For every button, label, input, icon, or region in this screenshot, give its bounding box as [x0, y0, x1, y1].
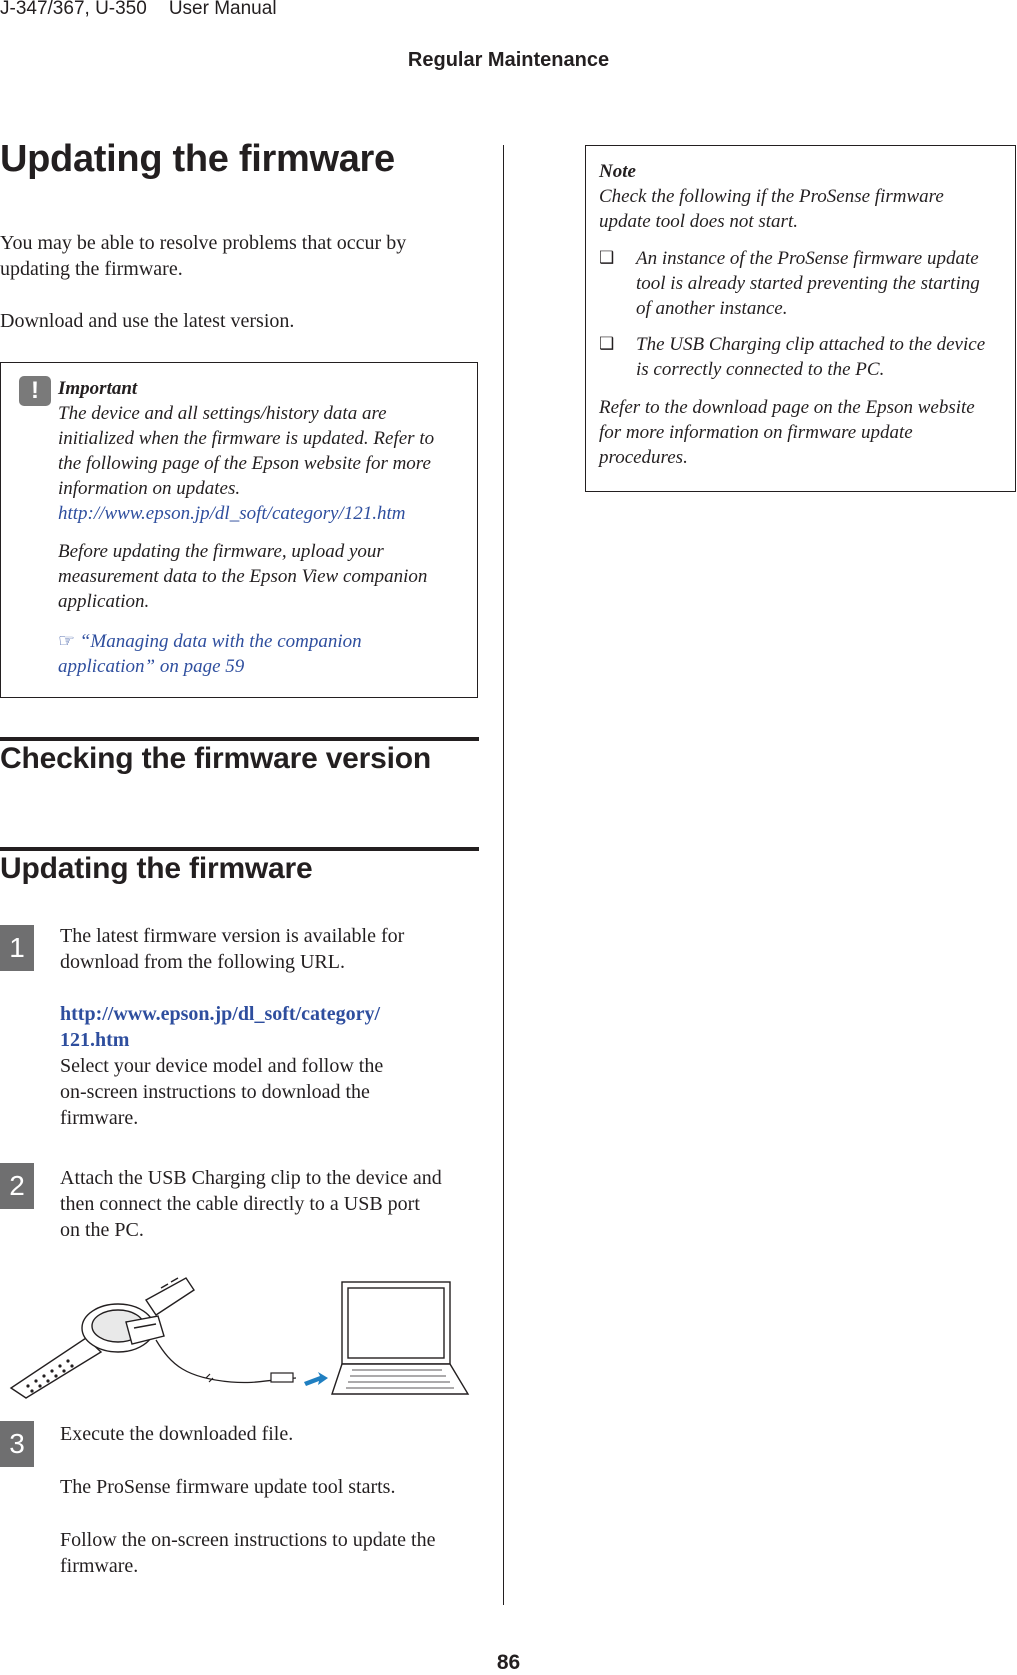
important-link[interactable]: http://www.epson.jp/dl_soft/category/121.htm — [58, 503, 406, 524]
important-upload-paragraph: Before updating the firmware, upload your measurement data to the Epson View companion application. — [58, 541, 428, 612]
step-number-2: 2 — [0, 1163, 34, 1209]
step-number-3: 3 — [0, 1421, 34, 1467]
pointing-hand-icon: ☞ — [58, 631, 76, 652]
page-number: 86 — [496, 1651, 521, 1674]
note-box — [585, 145, 1016, 492]
step-1-url: http://www.epson.jp/dl_soft/category/ 121.htm Select your device model and follow the on-screen instructions to download the firmware. — [60, 1003, 384, 1129]
column-divider — [503, 145, 504, 1605]
usb-connection-illustration — [6, 1270, 476, 1400]
section-heading-updating: Updating the firmware — [0, 852, 313, 885]
step-1-text: The latest firmware version is available for download from the following URL. — [60, 925, 405, 973]
running-header-left — [0, 0, 277, 20]
intro-paragraph-2: Download and use the latest version. — [0, 310, 295, 332]
important-title: Important — [58, 378, 138, 399]
checkbox-bullet-icon: ❑ — [599, 334, 615, 353]
exclamation-icon: ! — [19, 376, 51, 406]
section-rule-2 — [0, 847, 479, 851]
watch-icon — [11, 1278, 194, 1398]
important-box — [0, 362, 478, 698]
laptop-icon — [332, 1282, 468, 1394]
usb-plug — [271, 1373, 293, 1382]
step-3-text: Execute the downloaded file. — [60, 1423, 294, 1445]
download-url-link[interactable]: http://www.epson.jp/dl_soft/category/ — [60, 1003, 380, 1025]
header-manual: User Manual — [168, 0, 277, 19]
header-model: J-347/367, U-350 — [0, 0, 147, 19]
important-text: Important The device and all settings/history data are initialized when the firmware is updated. Refer to the following page of the Epson website for more information on updates. http://www.epson.jp/dl_soft/category/121.htm — [58, 378, 435, 524]
note-title: Note — [599, 161, 636, 182]
note-item-2: The USB Charging clip attached to the device is correctly connected to the PC. — [636, 334, 986, 380]
note-outro: Refer to the download page on the Epson website for more information on firmware update procedures. — [599, 397, 975, 468]
section-rule-1 — [0, 737, 479, 741]
note-intro: Note Check the following if the ProSense firmware update tool does not start. — [599, 161, 944, 232]
step-3-follow: Follow the on-screen instructions to update the firmware. — [60, 1529, 436, 1577]
step-3-result: The ProSense firmware update tool starts. — [60, 1476, 396, 1498]
checkbox-bullet-icon: ❑ — [599, 248, 615, 267]
page-title: Updating the firmware — [0, 138, 395, 180]
cross-reference-link[interactable]: ☞ “Managing data with the companion application” on page 59 — [58, 631, 362, 677]
section-heading-checking: Checking the firmware version — [0, 742, 432, 775]
usb-arrow-icon — [304, 1372, 328, 1386]
header-section-title: Regular Maintenance — [407, 49, 610, 71]
step-number-1: 1 — [0, 925, 34, 971]
intro-paragraph-1: You may be able to resolve problems that occur by updating the firmware. — [0, 232, 407, 280]
step-2-text: Attach the USB Charging clip to the device and then connect the cable directly to a USB port on the PC. — [60, 1167, 442, 1241]
note-item-1: An instance of the ProSense firmware update tool is already started preventing the starting of another instance. — [636, 248, 980, 319]
